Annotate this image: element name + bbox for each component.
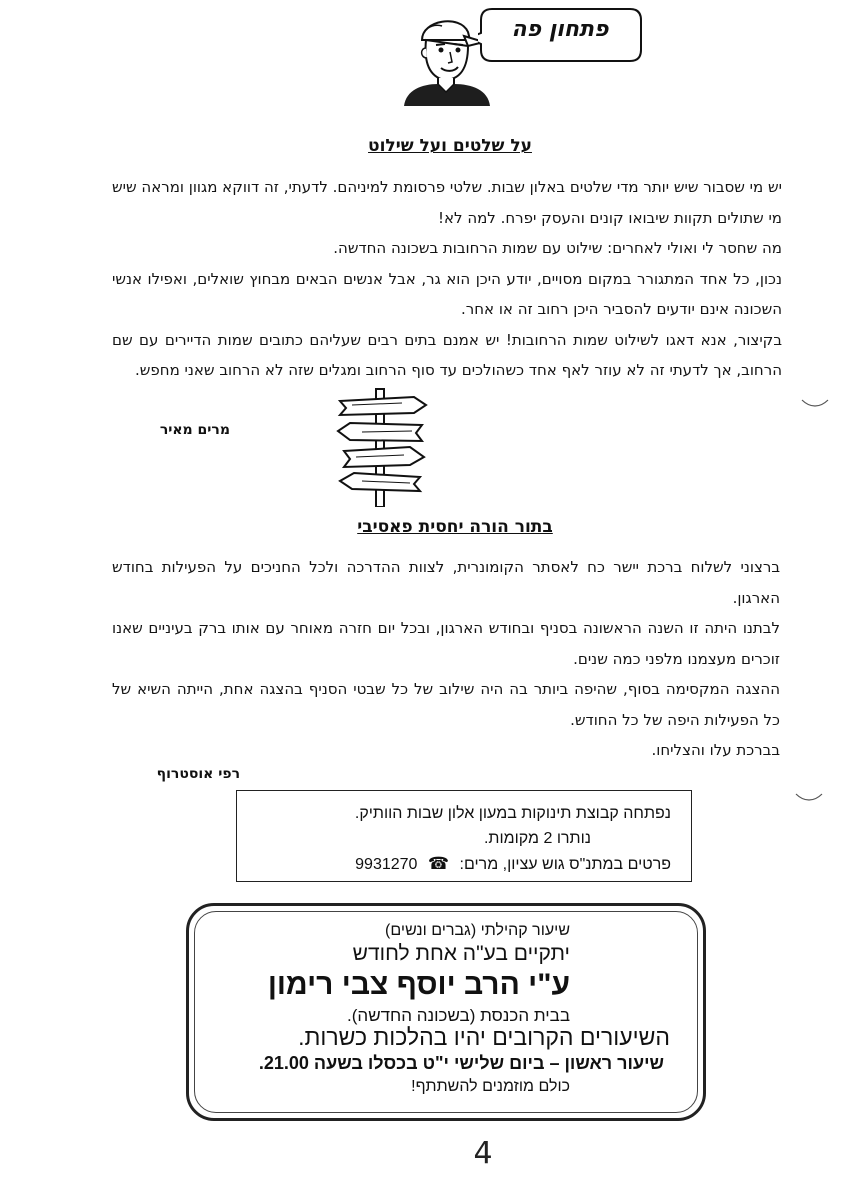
signature-miriam-meir: מרים מאיר	[159, 422, 230, 438]
notice-contact-text: פרטים במתנ"ס גוש עציון, מרים:	[459, 856, 671, 873]
article-paragraph: בקיצור, אנא דאגו לשילוט שמות הרחובות! יש אמנם בתים רבים שעליהם כתובים שמות הדיירים עם שם הרחוב, אך לדעתי זה לא עוזר לאף אחד כשהולכים עד סוף הרחוב ומגלים שזה לא הרחוב שאני מחפש.	[112, 330, 782, 379]
article-title-signs: על שלטים ועל שילוט	[368, 136, 532, 156]
lesson-line-1: שיעור קהילתי (גברים ונשים)	[385, 922, 570, 939]
article-paragraph: ברצוני לשלוח ברכת יישר כח לאסתר הקומונרית, לצוות ההדרכה ולכל החניכים על הפעילות בחודש הארגון.	[112, 558, 780, 607]
daycare-notice-box	[236, 790, 692, 882]
margin-mark	[800, 396, 830, 410]
article-body-signs	[112, 172, 782, 386]
notice-line: נותרו 2 מקומות.	[483, 830, 591, 847]
telephone-icon: ☎	[427, 854, 450, 873]
page-number: 4	[473, 1136, 493, 1171]
notice-phone-number: 9931270	[355, 856, 418, 873]
notice-line: נפתחה קבוצת תינוקות במעון אלון שבות הוותיק.	[354, 805, 671, 822]
article-title-passive-parent: בתור הורה יחסית פאסיבי	[357, 517, 553, 537]
lesson-first-session: שיעור ראשון – ביום שלישי י"ט בכסלו בשעה 21.00.	[258, 1053, 664, 1073]
margin-mark	[794, 790, 824, 804]
speech-bubble-text: פתחון פה	[511, 17, 609, 42]
notice-contact-line	[247, 851, 671, 877]
article-paragraph: לבתנו היתה זו השנה הראשונה בסניף ובחודש הארגון, ובכל יום חזרה מאוחר עם אותו ברק בעיניים שאנו זוכרים מעצמנו מלפני כמה שנים.	[112, 619, 780, 668]
article-paragraph: בברכת עלו והצליחו.	[651, 741, 780, 759]
article-paragraph: נכון, כל אחד המתגורר במקום מסויים, יודע היכן הוא גר, אבל אנשים הבאים מבחוץ שואלים, ואפילו אנשי השכונה אינם יודעים להסביר היכן רחוב זה או אחר.	[112, 269, 782, 318]
lesson-line-2: יתקיים בע"ה אחת לחודש	[352, 942, 570, 965]
lesson-rabbi-name: ע"י הרב יוסף צבי רימון	[267, 968, 570, 1001]
article-paragraph: יש מי שסבור שיש יותר מדי שלטים באלון שבות. שלטי פרסומת למיניהם. לדעתי, זה דווקא מגוון ומראה שיש מי שתולים תקוות שיבואו קונים והעסק יפרח. למה לא!	[112, 178, 782, 227]
lesson-line-4: בבית הכנסת (בשכונה החדשה).	[347, 1006, 570, 1025]
lesson-line-7: כולם מוזמנים להשתתף!	[411, 1078, 570, 1095]
lesson-line-5: השיעורים הקרובים יהיו בהלכות כשרות.	[298, 1024, 670, 1050]
signpost-illustration	[332, 385, 432, 507]
signature-rafi-ostrof: רפי אוסטרוף	[156, 766, 240, 782]
article-paragraph: מה שחסר לי ואולי לאחרים: שילוט עם שמות הרחובות בשכונה החדשה.	[333, 239, 782, 257]
article-paragraph: ההצגה המקסימה בסוף, שהיפה ביותר בה היה שילוב של כל שבטי הסניף בהצגה אחת, הייתה השיא של כל הפעילות היפה של כל החודש.	[112, 680, 780, 729]
article-body-passive-parent	[112, 552, 780, 766]
